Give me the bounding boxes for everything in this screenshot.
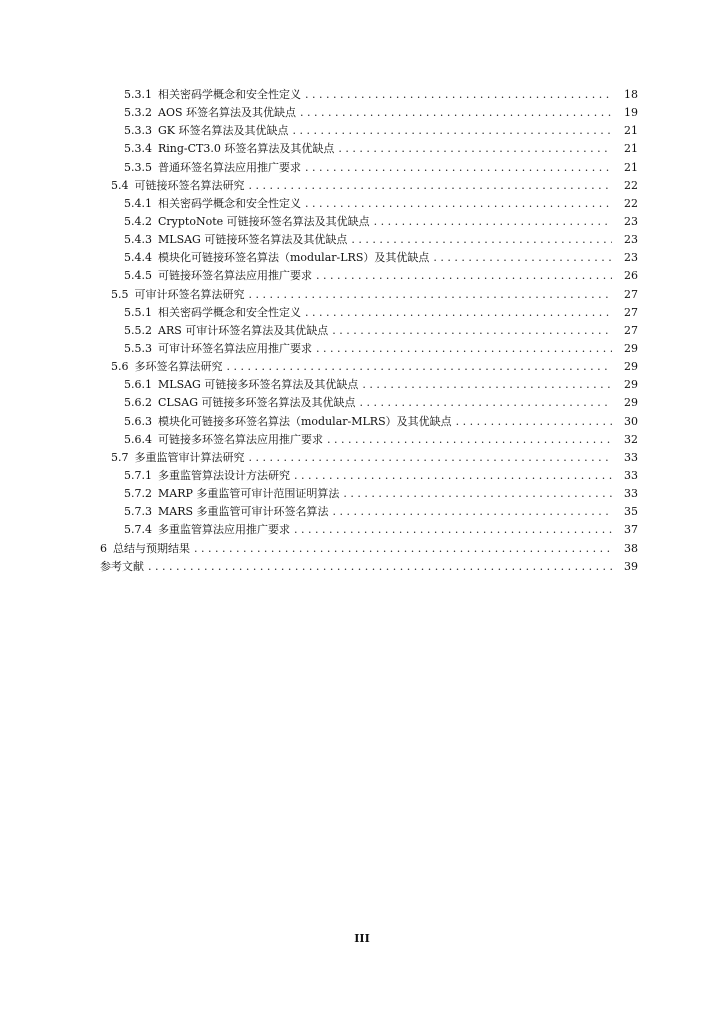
toc-entry-page: 29	[624, 341, 638, 355]
toc-entry[interactable]	[0, 213, 724, 231]
dot-leader	[456, 413, 612, 431]
toc-entry-number: 5.6.3	[124, 414, 152, 428]
toc-entry[interactable]	[0, 140, 724, 158]
toc-entry-page: 37	[624, 523, 638, 537]
toc-entry[interactable]	[0, 86, 724, 104]
toc-entry-number: 5.7.3	[124, 505, 152, 519]
toc-entry-number: 5.7.1	[124, 468, 152, 482]
toc-entry-number: 5.4.2	[124, 214, 152, 228]
toc-entry-page: 23	[624, 214, 638, 228]
toc-entry-number: 5.6	[111, 360, 129, 374]
toc-entry-page: 23	[624, 251, 638, 265]
dot-leader	[359, 394, 612, 412]
toc-entry-page: 21	[624, 124, 638, 138]
toc-entry-number: 5.7.4	[124, 523, 152, 537]
toc-entry-page: 29	[624, 396, 638, 410]
toc-entry-number: 5.7	[111, 450, 129, 464]
toc-entry[interactable]	[0, 521, 724, 539]
dot-leader	[343, 485, 612, 503]
dot-leader	[362, 376, 612, 394]
dot-leader	[300, 104, 612, 122]
toc-entry-page: 23	[624, 233, 638, 247]
toc-entry-title: 参考文献	[100, 559, 144, 573]
toc-entry-number: 5.4	[111, 178, 129, 192]
dot-leader	[332, 322, 612, 340]
toc-entry-number: 5.6.2	[124, 396, 152, 410]
toc-entry-number: 5.4.4	[124, 251, 152, 265]
dot-leader	[305, 304, 612, 322]
toc-entry-number: 5.4.1	[124, 196, 152, 210]
toc-entry[interactable]	[0, 394, 724, 412]
toc-entry-title: 相关密码学概念和安全性定义	[158, 196, 301, 210]
dot-leader	[293, 122, 612, 140]
toc-entry[interactable]	[0, 104, 724, 122]
toc-entry-page: 22	[624, 178, 638, 192]
toc-entry-number: 5.4.5	[124, 269, 152, 283]
dot-leader	[194, 540, 612, 558]
toc-entry-number: 5.4.3	[124, 233, 152, 247]
toc-entry[interactable]	[0, 340, 724, 358]
toc-entry-title: MLSAG 可链接环签名算法及其优缺点	[158, 233, 348, 247]
toc-entry[interactable]	[0, 122, 724, 140]
toc-entry-title: 可审计环签名算法研究	[134, 287, 245, 301]
dot-leader	[327, 431, 612, 449]
toc-entry[interactable]	[0, 358, 724, 376]
toc-entry[interactable]	[0, 322, 724, 340]
toc-entry-title: 相关密码学概念和安全性定义	[158, 305, 301, 319]
table-of-contents	[0, 86, 724, 576]
toc-entry[interactable]	[0, 195, 724, 213]
toc-entry-page: 33	[624, 487, 638, 501]
toc-entry-number: 5.5.1	[124, 305, 152, 319]
toc-entry-title: Ring-CT3.0 环签名算法及其优缺点	[158, 142, 335, 156]
toc-entry-title: 普通环签名算法应用推广要求	[158, 160, 301, 174]
toc-entry-page: 29	[624, 360, 638, 374]
toc-entry-page: 30	[624, 414, 638, 428]
toc-entry[interactable]	[0, 503, 724, 521]
toc-entry-title: MARS 多重监管可审计环签名算法	[158, 505, 329, 519]
toc-entry-number: 5.5.2	[124, 323, 152, 337]
toc-entry-page: 21	[624, 142, 638, 156]
toc-entry-page: 27	[624, 305, 638, 319]
dot-leader	[249, 177, 613, 195]
dot-leader	[433, 249, 612, 267]
toc-entry-number: 6	[100, 541, 107, 555]
dot-leader	[305, 195, 612, 213]
toc-entry-title: ARS 可审计环签名算法及其优缺点	[158, 323, 329, 337]
toc-entry[interactable]	[0, 485, 724, 503]
toc-entry[interactable]	[0, 376, 724, 394]
toc-entry-title: 多重监管算法应用推广要求	[158, 523, 290, 537]
dot-leader	[338, 140, 612, 158]
toc-entry-page: 32	[624, 432, 638, 446]
page-number-footer: III	[354, 932, 370, 945]
dot-leader	[294, 467, 612, 485]
toc-entry-title: 可审计环签名算法应用推广要求	[158, 341, 312, 355]
toc-entry-number: 5.5.3	[124, 341, 152, 355]
toc-entry[interactable]	[0, 286, 724, 304]
toc-entry-number: 5.3.4	[124, 142, 152, 156]
toc-entry[interactable]	[0, 231, 724, 249]
toc-entry[interactable]	[0, 413, 724, 431]
toc-entry-title: 可链接多环签名算法应用推广要求	[158, 432, 323, 446]
dot-leader	[227, 358, 613, 376]
toc-entry-page: 26	[624, 269, 638, 283]
toc-entry-title: 总结与预期结果	[113, 541, 190, 555]
dot-leader	[316, 267, 612, 285]
dot-leader	[333, 503, 612, 521]
toc-entry[interactable]	[0, 267, 724, 285]
toc-entry-title: 多重监管审计算法研究	[134, 450, 245, 464]
toc-entry-title: 可链接环签名算法研究	[134, 178, 245, 192]
toc-entry-title: GK 环签名算法及其优缺点	[158, 124, 289, 138]
toc-entry[interactable]	[0, 304, 724, 322]
toc-entry-page: 39	[624, 559, 638, 573]
dot-leader	[351, 231, 612, 249]
toc-entry-title: 可链接环签名算法应用推广要求	[158, 269, 312, 283]
toc-entry-number: 5.6.4	[124, 432, 152, 446]
toc-entry-number: 5.6.1	[124, 378, 152, 392]
toc-entry[interactable]	[0, 177, 724, 195]
dot-leader	[305, 159, 612, 177]
toc-entry-title: 模块化可链接环签名算法（modular-LRS）及其优缺点	[158, 251, 430, 265]
dot-leader	[148, 558, 612, 576]
toc-entry-title: MARP 多重监管可审计范围证明算法	[158, 487, 340, 501]
toc-entry[interactable]	[0, 431, 724, 449]
dot-leader	[316, 340, 612, 358]
toc-entry-number: 5.3.1	[124, 88, 152, 101]
toc-entry[interactable]	[0, 449, 724, 467]
toc-entry-number: 5.3.5	[124, 160, 152, 174]
toc-entry-page: 21	[624, 160, 638, 174]
toc-entry[interactable]	[0, 159, 724, 177]
toc-entry-title: CryptoNote 可链接环签名算法及其优缺点	[158, 214, 370, 228]
toc-entry-title: 多重监管算法设计方法研究	[158, 468, 290, 482]
toc-entry[interactable]	[0, 558, 724, 576]
toc-entry-number: 5.3.2	[124, 106, 152, 120]
dot-leader	[294, 521, 612, 539]
toc-entry-title: MLSAG 可链接多环签名算法及其优缺点	[158, 378, 359, 392]
toc-entry-page: 18	[624, 88, 638, 101]
toc-entry-number: 5.3.3	[124, 124, 152, 138]
toc-entry-number: 5.5	[111, 287, 129, 301]
dot-leader	[305, 86, 612, 104]
toc-entry-title: CLSAG 可链接多环签名算法及其优缺点	[158, 396, 356, 410]
toc-entry-page: 38	[624, 541, 638, 555]
toc-entry-number: 5.7.2	[124, 487, 152, 501]
dot-leader	[249, 286, 613, 304]
toc-entry[interactable]	[0, 467, 724, 485]
toc-entry-title: 多环签名算法研究	[134, 360, 223, 374]
toc-entry-page: 29	[624, 378, 638, 392]
toc-entry-page: 27	[624, 323, 638, 337]
toc-entry-title: 模块化可链接多环签名算法（modular-MLRS）及其优缺点	[158, 414, 452, 428]
dot-leader	[249, 449, 613, 467]
toc-entry[interactable]	[0, 540, 724, 558]
toc-entry-page: 27	[624, 287, 638, 301]
toc-entry-page: 33	[624, 468, 638, 482]
dot-leader	[374, 213, 612, 231]
toc-entry-page: 35	[624, 505, 638, 519]
toc-entry-page: 33	[624, 450, 638, 464]
toc-entry-page: 19	[624, 106, 638, 120]
toc-entry-title: 相关密码学概念和安全性定义	[158, 88, 301, 101]
toc-entry-title: AOS 环签名算法及其优缺点	[158, 106, 296, 120]
toc-entry[interactable]	[0, 249, 724, 267]
toc-entry-page: 22	[624, 196, 638, 210]
